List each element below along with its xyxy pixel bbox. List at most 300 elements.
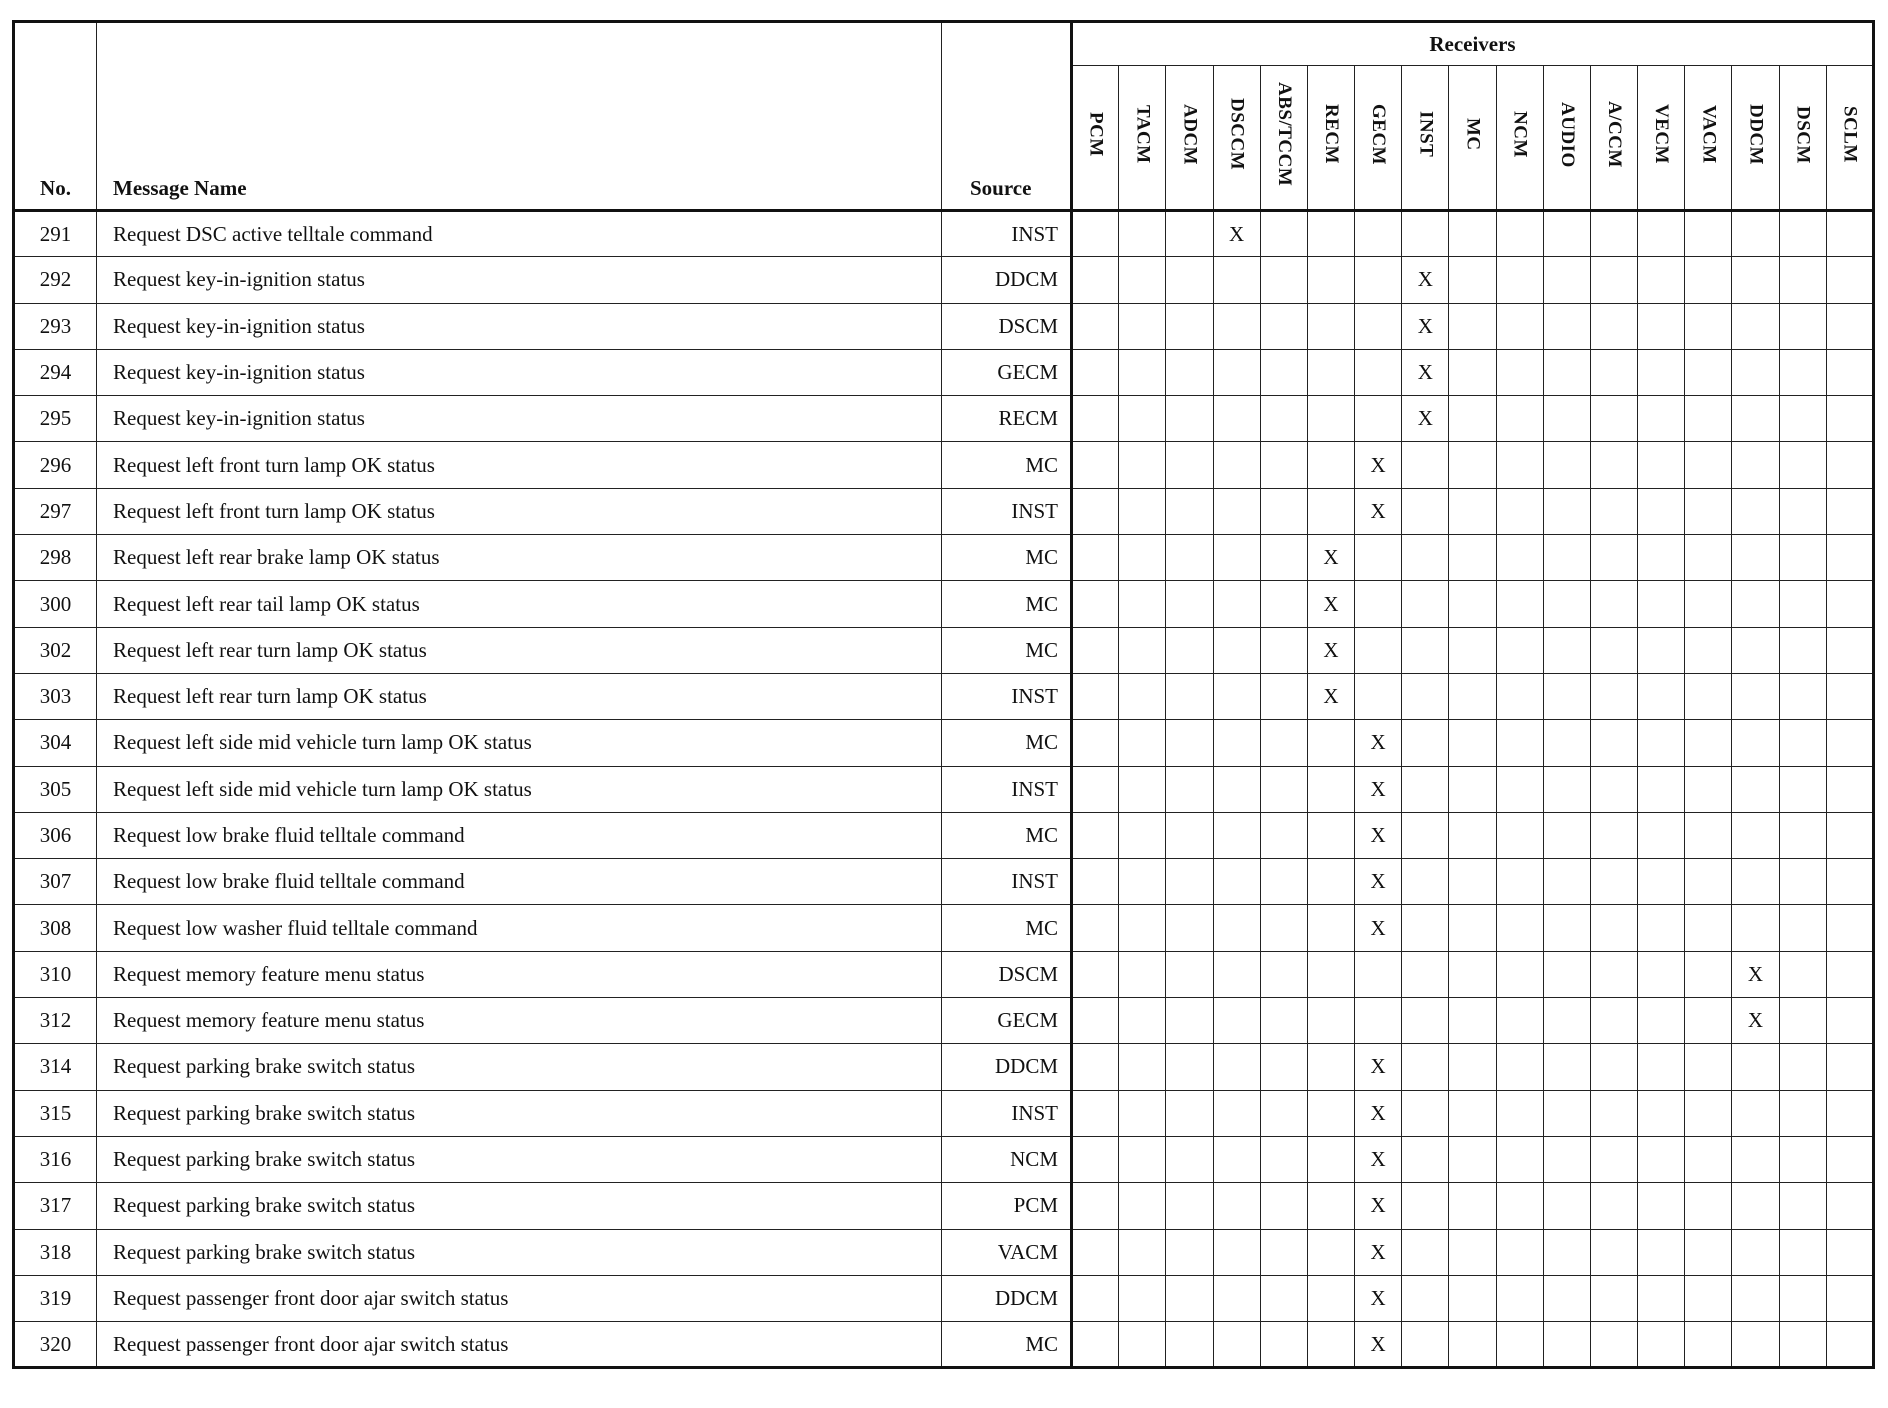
receiver-cell-vacm [1685, 349, 1732, 395]
receiver-cell-tacm [1119, 812, 1166, 858]
receiver-cell-dsccm [1213, 627, 1260, 673]
receiver-cell-dsccm [1213, 859, 1260, 905]
receiver-cell-recm [1307, 720, 1354, 766]
receiver-cell-sclm [1826, 349, 1873, 395]
receiver-cell-recm [1307, 998, 1354, 1044]
receiver-cell-ncm [1496, 1275, 1543, 1321]
receiver-cell-ddcm [1732, 1275, 1779, 1321]
receiver-cell-pcm [1072, 1229, 1119, 1275]
receiver-cell-a-ccm [1590, 211, 1637, 257]
receiver-cell-abs-tccm [1260, 859, 1307, 905]
receiver-cell-a-ccm [1590, 581, 1637, 627]
receiver-cell-inst [1402, 1322, 1449, 1368]
message-name: Request parking brake switch status [97, 1090, 942, 1136]
message-number: 306 [14, 812, 97, 858]
receiver-cell-mc [1449, 1275, 1496, 1321]
receiver-cell-ddcm [1732, 1090, 1779, 1136]
table-row [14, 1090, 1874, 1136]
receiver-label: DSCCM [1226, 98, 1248, 171]
receiver-cell-vacm [1685, 1136, 1732, 1182]
message-name: Request left side mid vehicle turn lamp OK status [97, 766, 942, 812]
receiver-cell-vacm [1685, 859, 1732, 905]
receiver-cell-tacm [1119, 673, 1166, 719]
receiver-cell-vacm [1685, 1229, 1732, 1275]
receiver-cell-vecm [1638, 766, 1685, 812]
receiver-cell-vecm [1638, 349, 1685, 395]
receiver-cell-inst [1402, 1044, 1449, 1090]
receiver-cell-recm [1307, 1090, 1354, 1136]
receiver-cell-dsccm [1213, 905, 1260, 951]
receiver-cell-adcm [1166, 1136, 1213, 1182]
receiver-cell-recm [1307, 211, 1354, 257]
receiver-cell-recm [1307, 1044, 1354, 1090]
message-number: 320 [14, 1322, 97, 1368]
receiver-cell-audio [1543, 535, 1590, 581]
message-name: Request memory feature menu status [97, 951, 942, 997]
receiver-cell-pcm [1072, 766, 1119, 812]
receiver-cell-dsccm [1213, 673, 1260, 719]
receiver-cell-vecm [1638, 673, 1685, 719]
receiver-cell-ddcm [1732, 1044, 1779, 1090]
receiver-cell-inst [1402, 442, 1449, 488]
receiver-cell-vacm [1685, 720, 1732, 766]
message-source: INST [942, 488, 1072, 534]
receiver-cell-vacm [1685, 673, 1732, 719]
receiver-cell-adcm [1166, 1229, 1213, 1275]
receiver-cell-dscm [1779, 1044, 1826, 1090]
receiver-cell-sclm [1826, 998, 1873, 1044]
message-number: 295 [14, 396, 97, 442]
receiver-cell-recm: X [1307, 581, 1354, 627]
receiver-cell-tacm [1119, 442, 1166, 488]
receiver-cell-mc [1449, 442, 1496, 488]
receiver-cell-ncm [1496, 1183, 1543, 1229]
receiver-cell-adcm [1166, 766, 1213, 812]
receiver-cell-pcm [1072, 1044, 1119, 1090]
table-row [14, 535, 1874, 581]
message-source: MC [942, 812, 1072, 858]
table-row [14, 442, 1874, 488]
receiver-cell-adcm [1166, 951, 1213, 997]
receiver-cell-audio [1543, 1090, 1590, 1136]
receiver-cell-a-ccm [1590, 720, 1637, 766]
receiver-cell-ncm [1496, 535, 1543, 581]
receiver-cell-vacm [1685, 1322, 1732, 1368]
receiver-cell-gecm: X [1355, 720, 1402, 766]
receiver-cell-abs-tccm [1260, 349, 1307, 395]
receiver-cell-dscm [1779, 859, 1826, 905]
receiver-cell-gecm: X [1355, 859, 1402, 905]
receiver-cell-recm [1307, 488, 1354, 534]
receiver-cell-sclm [1826, 859, 1873, 905]
receiver-cell-vacm [1685, 442, 1732, 488]
receiver-cell-mc [1449, 766, 1496, 812]
receiver-cell-audio [1543, 303, 1590, 349]
receiver-cell-ncm [1496, 1090, 1543, 1136]
message-source: MC [942, 627, 1072, 673]
receiver-cell-vacm [1685, 211, 1732, 257]
table-row [14, 1275, 1874, 1321]
receiver-cell-recm [1307, 951, 1354, 997]
receiver-cell-a-ccm [1590, 1322, 1637, 1368]
message-source: MC [942, 1322, 1072, 1368]
receiver-cell-tacm [1119, 905, 1166, 951]
table-row [14, 257, 1874, 303]
receiver-cell-adcm [1166, 535, 1213, 581]
receiver-cell-recm [1307, 303, 1354, 349]
receiver-label: VECM [1651, 104, 1673, 165]
message-number: 319 [14, 1275, 97, 1321]
receiver-cell-dscm [1779, 211, 1826, 257]
receiver-cell-dscm [1779, 720, 1826, 766]
receiver-cell-inst [1402, 951, 1449, 997]
receiver-cell-recm [1307, 442, 1354, 488]
receiver-cell-abs-tccm [1260, 812, 1307, 858]
receiver-cell-a-ccm [1590, 1044, 1637, 1090]
message-name: Request parking brake switch status [97, 1183, 942, 1229]
receiver-cell-vacm [1685, 1044, 1732, 1090]
table-row [14, 673, 1874, 719]
receiver-cell-dsccm [1213, 1183, 1260, 1229]
receiver-cell-dscm [1779, 905, 1826, 951]
receiver-cell-pcm [1072, 581, 1119, 627]
receiver-cell-inst [1402, 1090, 1449, 1136]
receiver-cell-ncm [1496, 998, 1543, 1044]
message-source: DDCM [942, 1044, 1072, 1090]
receiver-cell-adcm [1166, 673, 1213, 719]
receiver-cell-ddcm [1732, 859, 1779, 905]
receiver-cell-dsccm [1213, 951, 1260, 997]
table-row [14, 303, 1874, 349]
receiver-cell-gecm: X [1355, 1322, 1402, 1368]
message-number: 308 [14, 905, 97, 951]
receiver-cell-dsccm [1213, 998, 1260, 1044]
receiver-cell-ncm [1496, 720, 1543, 766]
receiver-cell-gecm [1355, 581, 1402, 627]
receiver-header-vecm [1638, 66, 1685, 211]
receiver-cell-mc [1449, 1090, 1496, 1136]
receiver-cell-dsccm [1213, 1136, 1260, 1182]
receiver-cell-adcm [1166, 859, 1213, 905]
receiver-cell-inst [1402, 766, 1449, 812]
receiver-cell-vecm [1638, 998, 1685, 1044]
receiver-cell-gecm: X [1355, 1136, 1402, 1182]
message-name: Request parking brake switch status [97, 1044, 942, 1090]
receiver-cell-gecm: X [1355, 1090, 1402, 1136]
receiver-cell-dsccm [1213, 1229, 1260, 1275]
receiver-cell-sclm [1826, 1044, 1873, 1090]
receiver-cell-tacm [1119, 766, 1166, 812]
receiver-cell-abs-tccm [1260, 951, 1307, 997]
receiver-cell-ncm [1496, 1044, 1543, 1090]
receiver-header-audio [1543, 66, 1590, 211]
receiver-cell-audio [1543, 1183, 1590, 1229]
receiver-cell-abs-tccm [1260, 905, 1307, 951]
receiver-cell-vacm [1685, 905, 1732, 951]
receiver-cell-gecm: X [1355, 488, 1402, 534]
receiver-cell-a-ccm [1590, 257, 1637, 303]
receiver-cell-recm [1307, 1136, 1354, 1182]
receiver-cell-gecm [1355, 349, 1402, 395]
receiver-label: ABS/TCCM [1273, 82, 1295, 187]
receiver-cell-recm: X [1307, 673, 1354, 719]
receiver-cell-vecm [1638, 396, 1685, 442]
receiver-cell-dscm [1779, 1322, 1826, 1368]
receiver-cell-dscm [1779, 812, 1826, 858]
receiver-cell-a-ccm [1590, 1090, 1637, 1136]
receiver-cell-audio [1543, 442, 1590, 488]
receiver-cell-ddcm [1732, 257, 1779, 303]
receiver-cell-audio [1543, 1322, 1590, 1368]
receiver-cell-ncm [1496, 1322, 1543, 1368]
receiver-cell-recm [1307, 396, 1354, 442]
receiver-cell-a-ccm [1590, 627, 1637, 673]
receiver-cell-abs-tccm [1260, 1322, 1307, 1368]
receiver-cell-ddcm [1732, 396, 1779, 442]
receiver-cell-pcm [1072, 812, 1119, 858]
receiver-cell-pcm [1072, 211, 1119, 257]
receiver-cell-abs-tccm [1260, 998, 1307, 1044]
table-row [14, 581, 1874, 627]
receiver-cell-tacm [1119, 349, 1166, 395]
receiver-cell-adcm [1166, 1275, 1213, 1321]
receiver-cell-abs-tccm [1260, 488, 1307, 534]
message-name: Request low washer fluid telltale command [97, 905, 942, 951]
receiver-cell-gecm [1355, 998, 1402, 1044]
receiver-cell-mc [1449, 720, 1496, 766]
receiver-cell-pcm [1072, 535, 1119, 581]
receiver-cell-audio [1543, 1044, 1590, 1090]
receiver-cell-tacm [1119, 1322, 1166, 1368]
receiver-cell-dscm [1779, 535, 1826, 581]
receiver-cell-tacm [1119, 535, 1166, 581]
receiver-label: AUDIO [1556, 101, 1578, 168]
receiver-cell-vecm [1638, 1044, 1685, 1090]
receiver-cell-ddcm [1732, 1136, 1779, 1182]
receiver-cell-dscm [1779, 349, 1826, 395]
receiver-cell-sclm [1826, 673, 1873, 719]
message-source: RECM [942, 396, 1072, 442]
receiver-cell-a-ccm [1590, 998, 1637, 1044]
message-name: Request left side mid vehicle turn lamp OK status [97, 720, 942, 766]
receiver-cell-dscm [1779, 581, 1826, 627]
receiver-label: NCM [1509, 111, 1531, 158]
receiver-cell-adcm [1166, 998, 1213, 1044]
receiver-cell-mc [1449, 488, 1496, 534]
receiver-cell-abs-tccm [1260, 1275, 1307, 1321]
message-number: 312 [14, 998, 97, 1044]
receiver-cell-pcm [1072, 673, 1119, 719]
receiver-cell-tacm [1119, 581, 1166, 627]
receiver-header-gecm [1355, 66, 1402, 211]
receiver-cell-adcm [1166, 627, 1213, 673]
receiver-label: GECM [1368, 103, 1390, 166]
receiver-cell-gecm: X [1355, 812, 1402, 858]
receiver-cell-recm [1307, 1322, 1354, 1368]
message-name: Request key-in-ignition status [97, 303, 942, 349]
receiver-cell-dsccm [1213, 488, 1260, 534]
message-number: 318 [14, 1229, 97, 1275]
receiver-cell-vecm [1638, 812, 1685, 858]
receiver-cell-adcm [1166, 905, 1213, 951]
receiver-cell-ddcm [1732, 535, 1779, 581]
receiver-cell-sclm [1826, 1275, 1873, 1321]
message-source: INST [942, 211, 1072, 257]
message-number: 317 [14, 1183, 97, 1229]
receiver-cell-mc [1449, 396, 1496, 442]
receiver-label: INST [1415, 111, 1437, 158]
column-group-receivers: Receivers [1072, 22, 1874, 66]
receiver-cell-a-ccm [1590, 1275, 1637, 1321]
receiver-cell-vacm [1685, 627, 1732, 673]
receiver-cell-dscm [1779, 396, 1826, 442]
message-number: 315 [14, 1090, 97, 1136]
receiver-cell-gecm [1355, 535, 1402, 581]
message-name: Request passenger front door ajar switch status [97, 1275, 942, 1321]
message-source: MC [942, 720, 1072, 766]
message-number: 294 [14, 349, 97, 395]
receiver-cell-inst [1402, 627, 1449, 673]
receiver-cell-adcm [1166, 303, 1213, 349]
message-name: Request passenger front door ajar switch status [97, 1322, 942, 1368]
message-name: Request key-in-ignition status [97, 396, 942, 442]
receiver-cell-abs-tccm [1260, 1183, 1307, 1229]
receiver-label: SCLM [1839, 106, 1861, 163]
receiver-cell-vacm [1685, 766, 1732, 812]
receiver-header-abs-tccm [1260, 66, 1307, 211]
receiver-cell-ddcm [1732, 812, 1779, 858]
receiver-cell-sclm [1826, 1090, 1873, 1136]
message-number: 316 [14, 1136, 97, 1182]
receiver-cell-sclm [1826, 1322, 1873, 1368]
receiver-cell-recm [1307, 1229, 1354, 1275]
receiver-cell-audio [1543, 257, 1590, 303]
receiver-cell-dsccm [1213, 1090, 1260, 1136]
receiver-cell-audio [1543, 1229, 1590, 1275]
receiver-cell-adcm [1166, 720, 1213, 766]
message-name: Request parking brake switch status [97, 1229, 942, 1275]
receiver-cell-sclm [1826, 535, 1873, 581]
receiver-cell-vecm [1638, 1136, 1685, 1182]
receiver-cell-vecm [1638, 488, 1685, 534]
receiver-cell-vacm [1685, 396, 1732, 442]
receiver-header-tacm [1119, 66, 1166, 211]
receiver-cell-recm [1307, 905, 1354, 951]
receiver-cell-dsccm [1213, 1322, 1260, 1368]
receiver-cell-audio [1543, 211, 1590, 257]
receiver-label: PCM [1085, 112, 1107, 157]
receiver-cell-dsccm [1213, 396, 1260, 442]
receiver-cell-mc [1449, 349, 1496, 395]
column-header-no: No. [14, 22, 97, 211]
receiver-cell-mc [1449, 905, 1496, 951]
receiver-cell-a-ccm [1590, 859, 1637, 905]
message-number: 298 [14, 535, 97, 581]
message-name: Request left front turn lamp OK status [97, 442, 942, 488]
receiver-cell-vecm [1638, 442, 1685, 488]
receiver-cell-gecm [1355, 211, 1402, 257]
message-name: Request low brake fluid telltale command [97, 812, 942, 858]
receiver-cell-a-ccm [1590, 1183, 1637, 1229]
receiver-cell-vecm [1638, 1275, 1685, 1321]
receiver-cell-adcm [1166, 1044, 1213, 1090]
message-source: DDCM [942, 1275, 1072, 1321]
receiver-cell-vecm [1638, 303, 1685, 349]
message-name: Request left rear tail lamp OK status [97, 581, 942, 627]
receiver-header-ncm [1496, 66, 1543, 211]
receiver-cell-gecm [1355, 257, 1402, 303]
receiver-cell-dscm [1779, 673, 1826, 719]
receiver-cell-abs-tccm [1260, 673, 1307, 719]
receiver-cell-sclm [1826, 257, 1873, 303]
table-row [14, 349, 1874, 395]
message-name: Request key-in-ignition status [97, 257, 942, 303]
message-source: MC [942, 905, 1072, 951]
receiver-cell-inst [1402, 535, 1449, 581]
receiver-cell-ncm [1496, 488, 1543, 534]
table-row [14, 720, 1874, 766]
receiver-cell-mc [1449, 951, 1496, 997]
receiver-header-vacm [1685, 66, 1732, 211]
message-name: Request parking brake switch status [97, 1136, 942, 1182]
receiver-cell-gecm [1355, 396, 1402, 442]
receiver-cell-inst [1402, 812, 1449, 858]
message-source: MC [942, 535, 1072, 581]
receiver-cell-ncm [1496, 211, 1543, 257]
table-row [14, 627, 1874, 673]
receiver-cell-dsccm [1213, 535, 1260, 581]
receiver-cell-gecm [1355, 303, 1402, 349]
receiver-cell-ddcm: X [1732, 951, 1779, 997]
receiver-cell-abs-tccm [1260, 581, 1307, 627]
message-source: PCM [942, 1183, 1072, 1229]
receiver-cell-dsccm [1213, 720, 1260, 766]
message-number: 302 [14, 627, 97, 673]
receiver-cell-vecm [1638, 211, 1685, 257]
receiver-cell-abs-tccm [1260, 396, 1307, 442]
receiver-cell-abs-tccm [1260, 535, 1307, 581]
receiver-cell-sclm [1826, 627, 1873, 673]
message-source: NCM [942, 1136, 1072, 1182]
receiver-cell-adcm [1166, 442, 1213, 488]
receiver-cell-ncm [1496, 766, 1543, 812]
receiver-cell-abs-tccm [1260, 1229, 1307, 1275]
receiver-cell-mc [1449, 1044, 1496, 1090]
receiver-cell-ddcm [1732, 1229, 1779, 1275]
receiver-cell-recm [1307, 766, 1354, 812]
receiver-cell-pcm [1072, 720, 1119, 766]
receiver-cell-gecm: X [1355, 766, 1402, 812]
table-row [14, 1136, 1874, 1182]
receiver-cell-audio [1543, 905, 1590, 951]
receiver-cell-dscm [1779, 1275, 1826, 1321]
table-row [14, 1322, 1874, 1368]
receiver-label: DDCM [1745, 103, 1767, 166]
receiver-cell-recm [1307, 812, 1354, 858]
receiver-cell-tacm [1119, 1136, 1166, 1182]
table-row [14, 998, 1874, 1044]
message-source: INST [942, 1090, 1072, 1136]
message-name: Request left rear turn lamp OK status [97, 627, 942, 673]
message-name: Request low brake fluid telltale command [97, 859, 942, 905]
receiver-cell-a-ccm [1590, 1136, 1637, 1182]
receiver-cell-sclm [1826, 303, 1873, 349]
message-number: 293 [14, 303, 97, 349]
receiver-cell-vecm [1638, 905, 1685, 951]
receiver-label: DSCM [1792, 105, 1814, 164]
receiver-cell-ncm [1496, 1229, 1543, 1275]
message-source: MC [942, 442, 1072, 488]
